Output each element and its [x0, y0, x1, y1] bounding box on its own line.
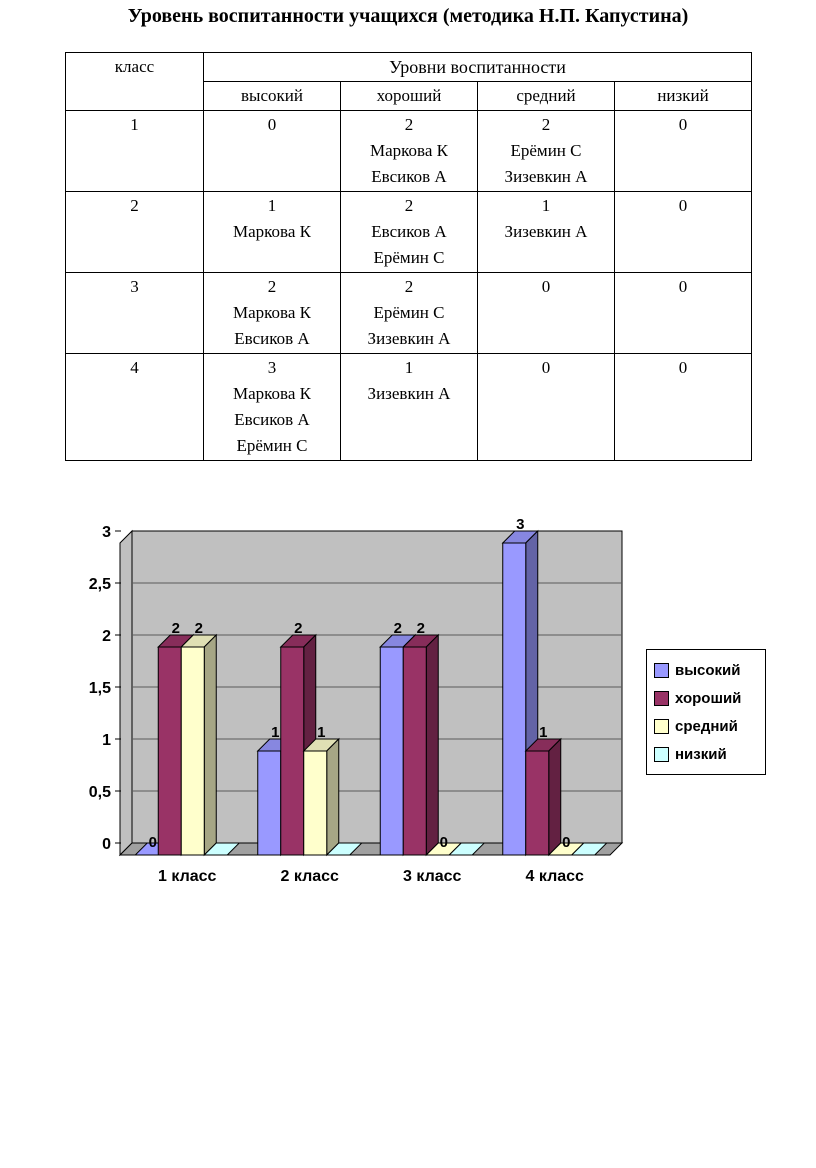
data-label: 2 — [194, 620, 203, 637]
cell-class — [66, 192, 204, 273]
legend-label: высокий — [675, 661, 741, 679]
cell-line: 0 — [541, 358, 551, 377]
data-label: 2 — [294, 620, 303, 637]
cell-line: Зизевкин А — [367, 329, 451, 348]
table-header-row — [66, 53, 752, 82]
cell-line: Евсиков А — [371, 167, 447, 186]
y-axis-label: 0 — [102, 836, 111, 853]
cell-class — [66, 273, 204, 354]
results-table — [65, 52, 752, 461]
cell-line: Зизевкин А — [504, 167, 588, 186]
cell-line: Маркова К — [233, 384, 311, 403]
cell-line: 2 — [130, 196, 139, 215]
data-label: 1 — [271, 724, 280, 741]
legend-item — [654, 740, 758, 768]
cell-line: 3 — [130, 277, 139, 296]
cell-class — [66, 354, 204, 461]
y-axis-label: 2 — [102, 628, 111, 645]
cell-line: 0 — [267, 115, 277, 134]
data-label: 0 — [148, 834, 157, 851]
page-title: Уровень воспитанности учащихся (методика Н.П. Капустина) — [127, 5, 689, 27]
cell-line: Евсиков А — [234, 410, 310, 429]
legend-item — [654, 656, 758, 684]
header-class: класс — [66, 53, 204, 111]
table-row — [66, 273, 752, 354]
cell-line: 0 — [541, 277, 551, 296]
header-level: низкий — [615, 82, 752, 111]
cell-line: Ерёмин С — [373, 248, 445, 267]
cell-line: 2 — [404, 277, 414, 296]
header-level: хороший — [341, 82, 478, 111]
legend-label: низкий — [675, 745, 727, 763]
table-cell — [615, 111, 752, 192]
chart-bar — [158, 647, 181, 855]
cell-line: 0 — [678, 115, 688, 134]
cell-class — [66, 111, 204, 192]
cell-line: 0 — [678, 196, 688, 215]
chart-bar — [281, 647, 304, 855]
data-label: 2 — [171, 620, 180, 637]
legend-label: хороший — [675, 689, 742, 707]
cell-line: 1 — [267, 196, 277, 215]
cell-line: Ерёмин С — [373, 303, 445, 322]
table-cell — [204, 354, 341, 461]
legend-item — [654, 712, 758, 740]
cell-line: 0 — [678, 277, 688, 296]
chart — [70, 510, 650, 895]
legend-swatch — [654, 747, 669, 762]
cell-line: Зизевкин А — [367, 384, 451, 403]
cell-line: Зизевкин А — [504, 222, 588, 241]
cell-line: Маркова К — [370, 141, 448, 160]
table-row — [66, 111, 752, 192]
table-cell — [341, 354, 478, 461]
y-axis-label: 1,5 — [88, 680, 111, 697]
y-axis-label: 1 — [102, 732, 111, 749]
cell-line: Евсиков А — [234, 329, 310, 348]
cell-line: 4 — [130, 358, 139, 377]
cell-line: 3 — [267, 358, 277, 377]
data-label: 0 — [439, 834, 448, 851]
legend-swatch — [654, 719, 669, 734]
cell-line: 1 — [404, 358, 414, 377]
header-levels-group: Уровни воспитанности — [204, 53, 752, 82]
table-cell — [204, 192, 341, 273]
x-category-label: 3 класс — [403, 868, 462, 885]
table-cell — [478, 273, 615, 354]
chart-bar — [403, 647, 426, 855]
bar-side-face — [426, 635, 438, 855]
chart-bar — [380, 647, 403, 855]
table-cell — [204, 111, 341, 192]
x-category-label: 2 класс — [280, 868, 339, 885]
table-cell — [341, 192, 478, 273]
cell-line: 1 — [130, 115, 139, 134]
table-cell — [615, 273, 752, 354]
cell-line: Маркова К — [233, 222, 311, 241]
legend-label: средний — [675, 717, 738, 735]
data-label: 3 — [516, 516, 525, 533]
cell-line: Маркова К — [233, 303, 311, 322]
cell-line: 0 — [678, 358, 688, 377]
table-row — [66, 192, 752, 273]
legend-swatch — [654, 663, 669, 678]
bar-side-face — [204, 635, 216, 855]
cell-line: Ерёмин С — [236, 436, 308, 455]
y-axis-label: 3 — [102, 524, 111, 541]
cell-line: 2 — [541, 115, 551, 134]
chart-bar — [526, 751, 549, 855]
table-cell — [341, 273, 478, 354]
data-label: 1 — [539, 724, 548, 741]
table-cell — [478, 354, 615, 461]
chart-area — [70, 510, 650, 895]
legend-swatch — [654, 691, 669, 706]
cell-line: 1 — [541, 196, 551, 215]
data-label: 1 — [317, 724, 326, 741]
y-axis-label: 2,5 — [88, 576, 111, 593]
bar-side-face — [327, 739, 339, 855]
chart-bar — [503, 543, 526, 855]
header-level: средний — [478, 82, 615, 111]
data-label: 2 — [393, 620, 402, 637]
table-cell — [615, 192, 752, 273]
y-axis-label: 0,5 — [88, 784, 111, 801]
cell-line: 2 — [404, 196, 414, 215]
chart-bar — [258, 751, 281, 855]
table-cell — [478, 111, 615, 192]
cell-line: 2 — [267, 277, 277, 296]
legend-item — [654, 684, 758, 712]
chart-left-wall — [120, 531, 132, 855]
x-category-label: 4 класс — [525, 868, 584, 885]
data-label: 0 — [562, 834, 571, 851]
cell-line: 2 — [404, 115, 414, 134]
table-cell — [341, 111, 478, 192]
cell-line: Евсиков А — [371, 222, 447, 241]
bar-side-face — [549, 739, 561, 855]
x-category-label: 1 класс — [158, 868, 217, 885]
table-cell — [615, 354, 752, 461]
legend — [646, 649, 766, 775]
table-row — [66, 354, 752, 461]
header-level: высокий — [204, 82, 341, 111]
data-label: 2 — [416, 620, 425, 637]
chart-bar — [304, 751, 327, 855]
chart-bar — [181, 647, 204, 855]
cell-line: Ерёмин С — [510, 141, 582, 160]
table-cell — [478, 192, 615, 273]
table-cell — [204, 273, 341, 354]
